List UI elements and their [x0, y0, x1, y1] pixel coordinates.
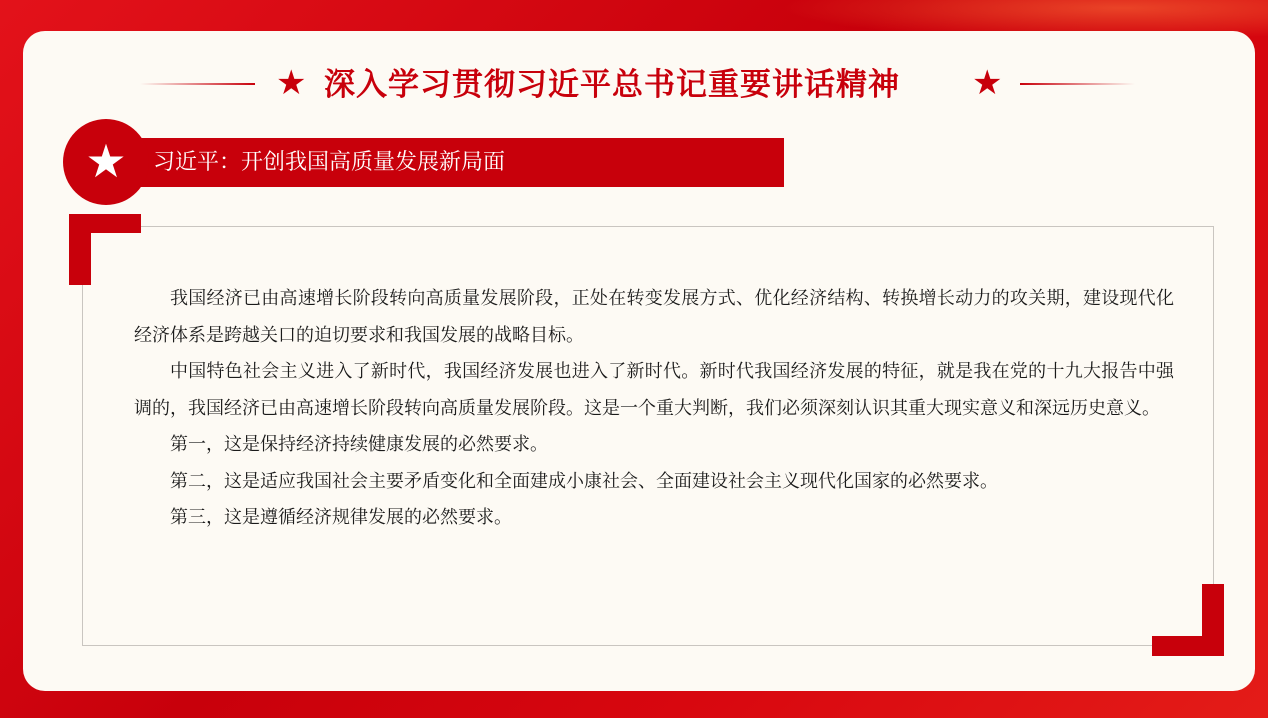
paragraph: 我国经济已由高速增长阶段转向高质量发展阶段，正处在转变发展方式、优化经济结构、转换增长动力的攻关期，建设现代化经济体系是跨越关口的迫切要求和我国发展的战略目标。	[134, 288, 1174, 346]
title-divider-left	[140, 83, 255, 85]
paragraph: 第二，这是适应我国社会主要矛盾变化和全面建成小康社会、全面建设社会主义现代化国家的必然要求。	[170, 470, 998, 492]
star-icon: ★	[85, 134, 127, 188]
section-subtitle: 习近平：开创我国高质量发展新局面	[153, 150, 506, 175]
paragraph: 第一，这是保持经济持续健康发展的必然要求。	[170, 434, 548, 455]
star-icon: ★	[972, 63, 1003, 103]
corner-decoration-top-left	[69, 214, 91, 285]
star-icon: ★	[276, 63, 307, 103]
page-title: 深入学习贯彻习近平总书记重要讲话精神	[324, 67, 900, 103]
paragraph: 第三，这是遵循经济规律发展的必然要求。	[170, 507, 512, 528]
title-divider-right	[1020, 83, 1135, 85]
body-text	[134, 281, 1174, 537]
paragraph: 中国特色社会主义进入了新时代，我国经济发展也进入了新时代。新时代我国经济发展的特征，就是我在党的十九大报告中强调的，我国经济已由高速增长阶段转向高质量发展阶段。这是一个重大判断，我们必须深刻认识其重大现实意义和深远历史意义。	[134, 361, 1174, 419]
corner-decoration-bottom-right	[1202, 584, 1224, 656]
